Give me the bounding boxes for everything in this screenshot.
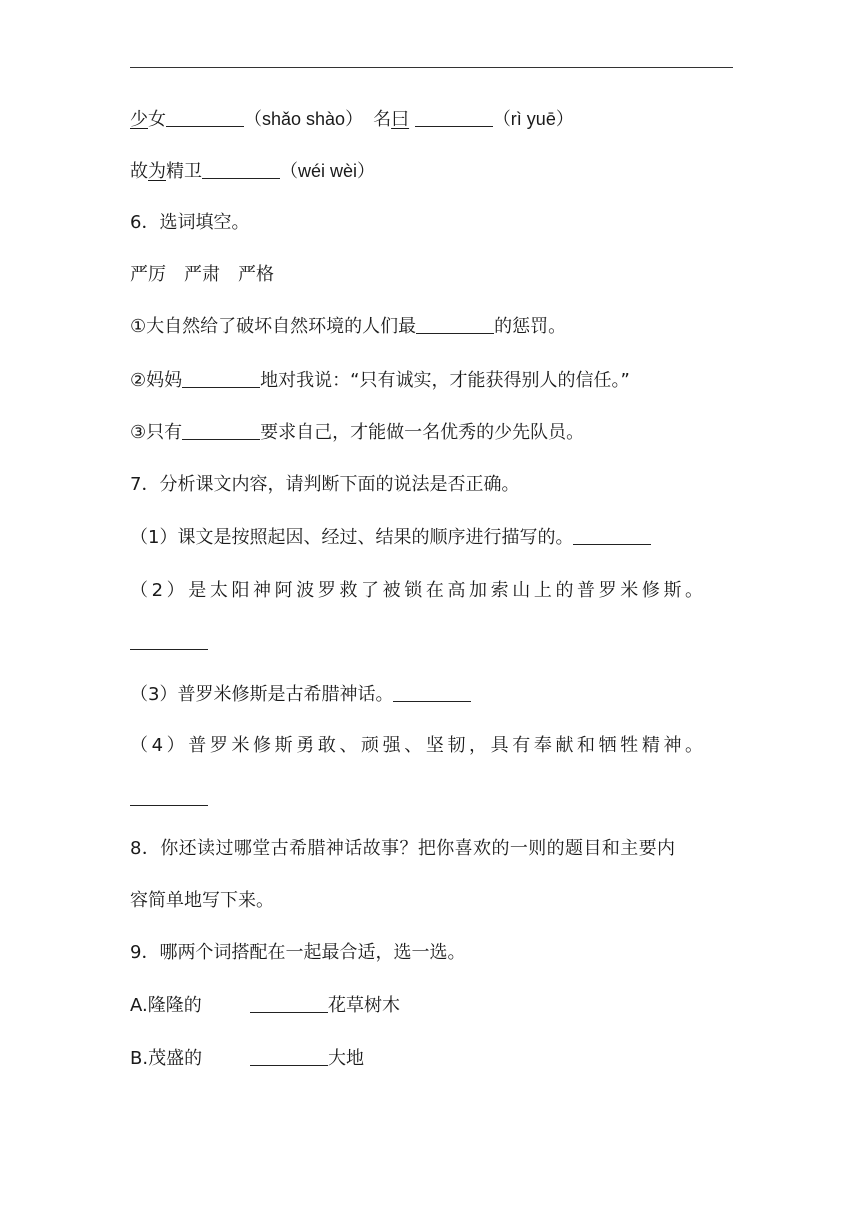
answer-blank[interactable]: [130, 787, 208, 806]
q8-line-1: 8．你还读过哪堂古希腊神话故事？把你喜欢的一则的题目和主要内: [130, 838, 676, 859]
underlined-char: 曰: [391, 109, 410, 130]
option-label: A.隆隆的: [130, 995, 202, 1016]
q7-statement-3: （3）普罗米修斯是古希腊神话。: [130, 682, 471, 708]
answer-blank[interactable]: [202, 160, 280, 179]
answer-blank[interactable]: [393, 683, 471, 702]
option-word: 大地: [328, 1048, 364, 1069]
q6-word-bank: 严厉 严肃 严格: [130, 264, 274, 285]
q7-statement-4-blank: [130, 786, 208, 812]
q5-line-1: 少女 （shǎo shào） 名曰 （rì yuē）: [130, 109, 574, 130]
q7-statement-4: （4）普罗米修斯勇敢、顽强、坚韧，具有奉献和牺牲精神。: [130, 735, 707, 756]
answer-blank[interactable]: [182, 369, 260, 388]
q6-stem: 6．选词填空。: [130, 212, 250, 233]
pinyin: （wéi wèi）: [280, 161, 376, 181]
answer-blank[interactable]: [573, 526, 651, 545]
q6-sentence-3: ③只有 要求自己，才能做一名优秀的少先队员。: [130, 422, 585, 443]
underlined-char: 少: [130, 109, 148, 130]
pinyin: （shǎo shào）: [244, 109, 364, 129]
q5-line-2: 故为精卫 （wéi wèi）: [130, 161, 376, 182]
answer-blank[interactable]: [416, 315, 494, 334]
q9-option-a: [130, 993, 400, 1019]
q9-option-b: [130, 1046, 364, 1072]
answer-blank[interactable]: [130, 631, 208, 650]
q7-statement-2-blank: [130, 630, 208, 656]
q7-stem: 7．分析课文内容，请判断下面的说法是否正确。: [130, 474, 520, 495]
option-word: 花草树木: [328, 995, 400, 1016]
q8-line-2: 容简单地写下来。: [130, 890, 274, 911]
answer-blank[interactable]: [182, 421, 260, 440]
q7-statement-2: （2）是太阳神阿波罗救了被锁在高加索山上的普罗米修斯。: [130, 580, 707, 601]
underlined-char: 为: [148, 161, 166, 182]
q6-sentence-2: ②妈妈 地对我说：“只有诚实，才能获得别人的信任。”: [130, 370, 630, 391]
answer-blank[interactable]: [415, 108, 493, 127]
answer-blank[interactable]: [250, 994, 328, 1013]
answer-blank[interactable]: [250, 1047, 328, 1066]
answer-blank[interactable]: [166, 108, 244, 127]
header-rule: [130, 67, 733, 68]
q7-statement-1: （1）课文是按照起因、经过、结果的顺序进行描写的。: [130, 525, 651, 551]
q9-stem: 9．哪两个词搭配在一起最合适，选一选。: [130, 942, 466, 963]
q6-sentence-1: ①大自然给了破坏自然环境的人们最 的惩罚。: [130, 316, 567, 337]
option-label: B.茂盛的: [130, 1048, 203, 1069]
pinyin: （rì yuē）: [492, 109, 574, 129]
